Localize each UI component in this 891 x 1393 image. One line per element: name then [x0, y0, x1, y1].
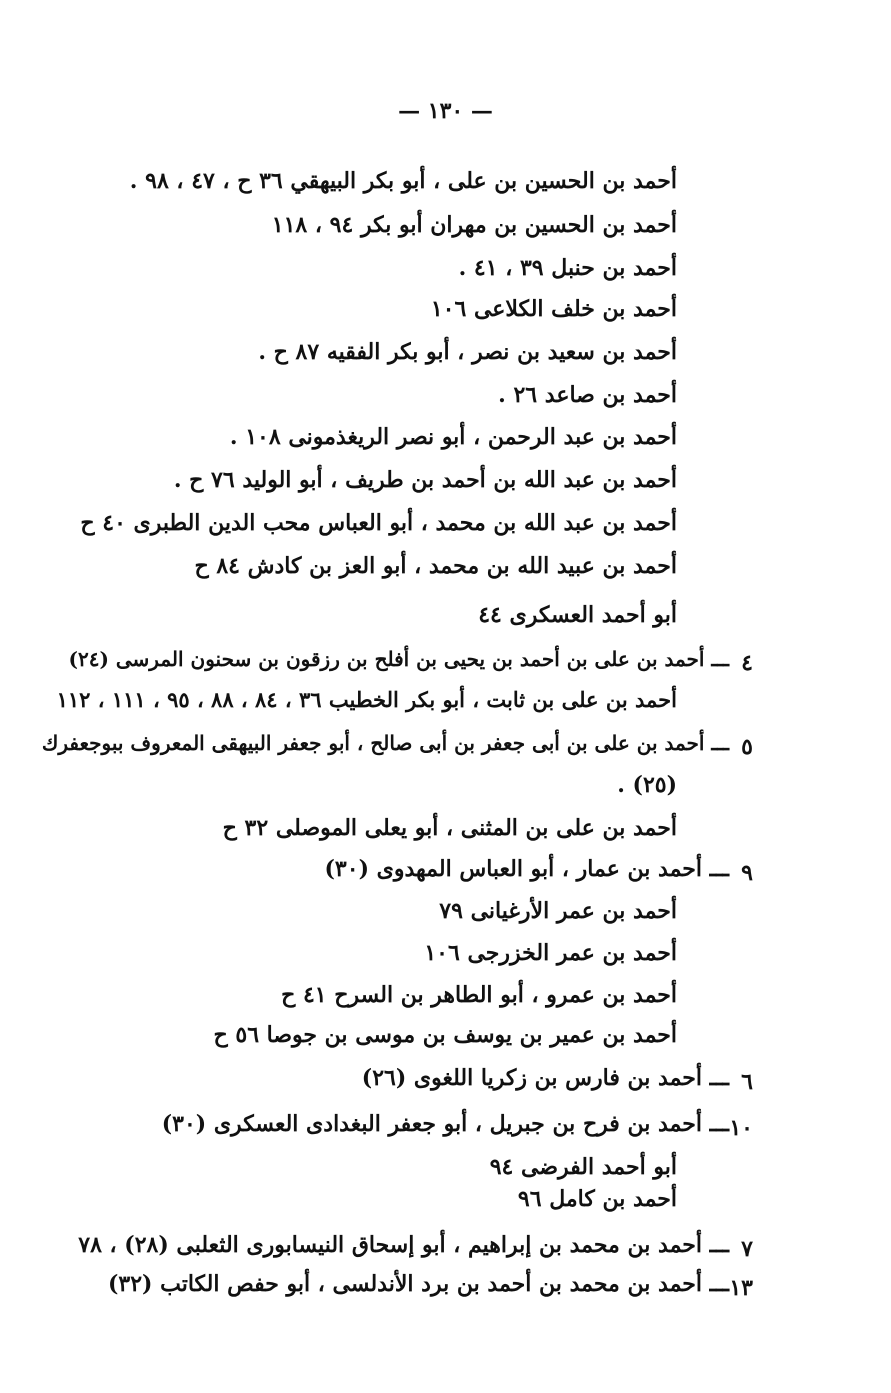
entry-number: ٩: [741, 860, 753, 886]
index-entry: أحمد بن على بن ثابت ، أبو بكر الخطيب ٣٦ ، ٨٤ ، ٨٨ ، ٩٥ ، ١١١ ، ١١٢: [56, 687, 677, 712]
index-entry: أحمد بن عمر الخزرجى ١٠٦: [424, 940, 677, 966]
entry-number: ٦: [741, 1069, 753, 1095]
index-entry: ـــ أحمد بن فارس بن زكريا اللغوى (٢٦): [361, 1065, 729, 1091]
index-entry: أحمد بن الحسين بن على ، أبو بكر البيهقي ٣٦ ح ، ٤٧ ، ٩٨ .: [129, 168, 677, 194]
index-entry: (٢٥) .: [617, 772, 677, 798]
index-entry: أبو أحمد العسكرى ٤٤: [478, 602, 677, 628]
index-entry: أحمد بن عمرو ، أبو الطاهر بن السرح ٤١ ح: [281, 982, 677, 1008]
index-entry: ـــ أحمد بن محمد بن أحمد بن برد الأندلسى ، أبو حفص الكاتب (٣٢): [107, 1271, 729, 1297]
page-number: — ١٣٠ —: [398, 98, 493, 124]
index-entry: أحمد بن عمر الأرغيانى ٧٩: [439, 898, 677, 924]
index-entry: أحمد بن حنبل ٣٩ ، ٤١ .: [458, 255, 677, 281]
index-entry: أحمد بن سعيد بن نصر ، أبو بكر الفقيه ٨٧ ح .: [258, 339, 677, 365]
index-entry: ـــ أحمد بن محمد بن إبراهيم ، أبو إسحاق النيسابورى الثعلبى (٢٨) ، ٧٨: [78, 1232, 729, 1258]
index-entry: أحمد بن عمير بن يوسف بن موسى بن جوصا ٥٦ ح: [213, 1022, 677, 1048]
index-entry: ـــ أحمد بن فرح بن جبريل ، أبو جعفر البغدادى العسكرى (٣٠): [161, 1111, 729, 1137]
index-entry: أحمد بن خلف الكلاعى ١٠٦: [430, 296, 677, 322]
index-entry: ـــ أحمد بن على بن أحمد بن يحيى بن أفلح بن رزقون بن سحنون المرسى (٢٤): [68, 647, 729, 671]
index-entry: ـــ أحمد بن عمار ، أبو العباس المهدوى (٣٠): [324, 856, 729, 882]
index-entry: أحمد بن عبيد الله بن محمد ، أبو العز بن كادش ٨٤ ح: [194, 553, 677, 579]
index-entry: أحمد بن صاعد ٢٦ .: [498, 382, 677, 408]
index-entry: ـــ أحمد بن على بن أبى جعفر بن أبى صالح ، أبو جعفر البيهقى المعروف ببوجعفرك: [41, 731, 729, 755]
entry-number: ١٣: [729, 1275, 753, 1301]
index-entry: أحمد بن كامل ٩٦: [517, 1186, 677, 1212]
index-entry: أحمد بن عبد الله بن أحمد بن طريف ، أبو الوليد ٧٦ ح .: [173, 467, 677, 493]
entry-number: ٥: [741, 734, 753, 760]
entry-number: ١٠: [729, 1115, 753, 1141]
index-entry: أحمد بن الحسين بن مهران أبو بكر ٩٤ ، ١١٨: [271, 212, 677, 238]
index-entry: أبو أحمد الفرضى ٩٤: [489, 1154, 677, 1180]
entry-number: ٧: [741, 1236, 753, 1262]
index-entry: أحمد بن عبد الله بن محمد ، أبو العباس محب الدين الطبرى ٤٠ ح: [80, 510, 677, 536]
index-entry: أحمد بن على بن المثنى ، أبو يعلى الموصلى ٣٢ ح: [222, 815, 677, 841]
entry-number: ٤: [741, 650, 753, 676]
index-entry: أحمد بن عبد الرحمن ، أبو نصر الريغذمونى ١٠٨ .: [229, 424, 677, 450]
